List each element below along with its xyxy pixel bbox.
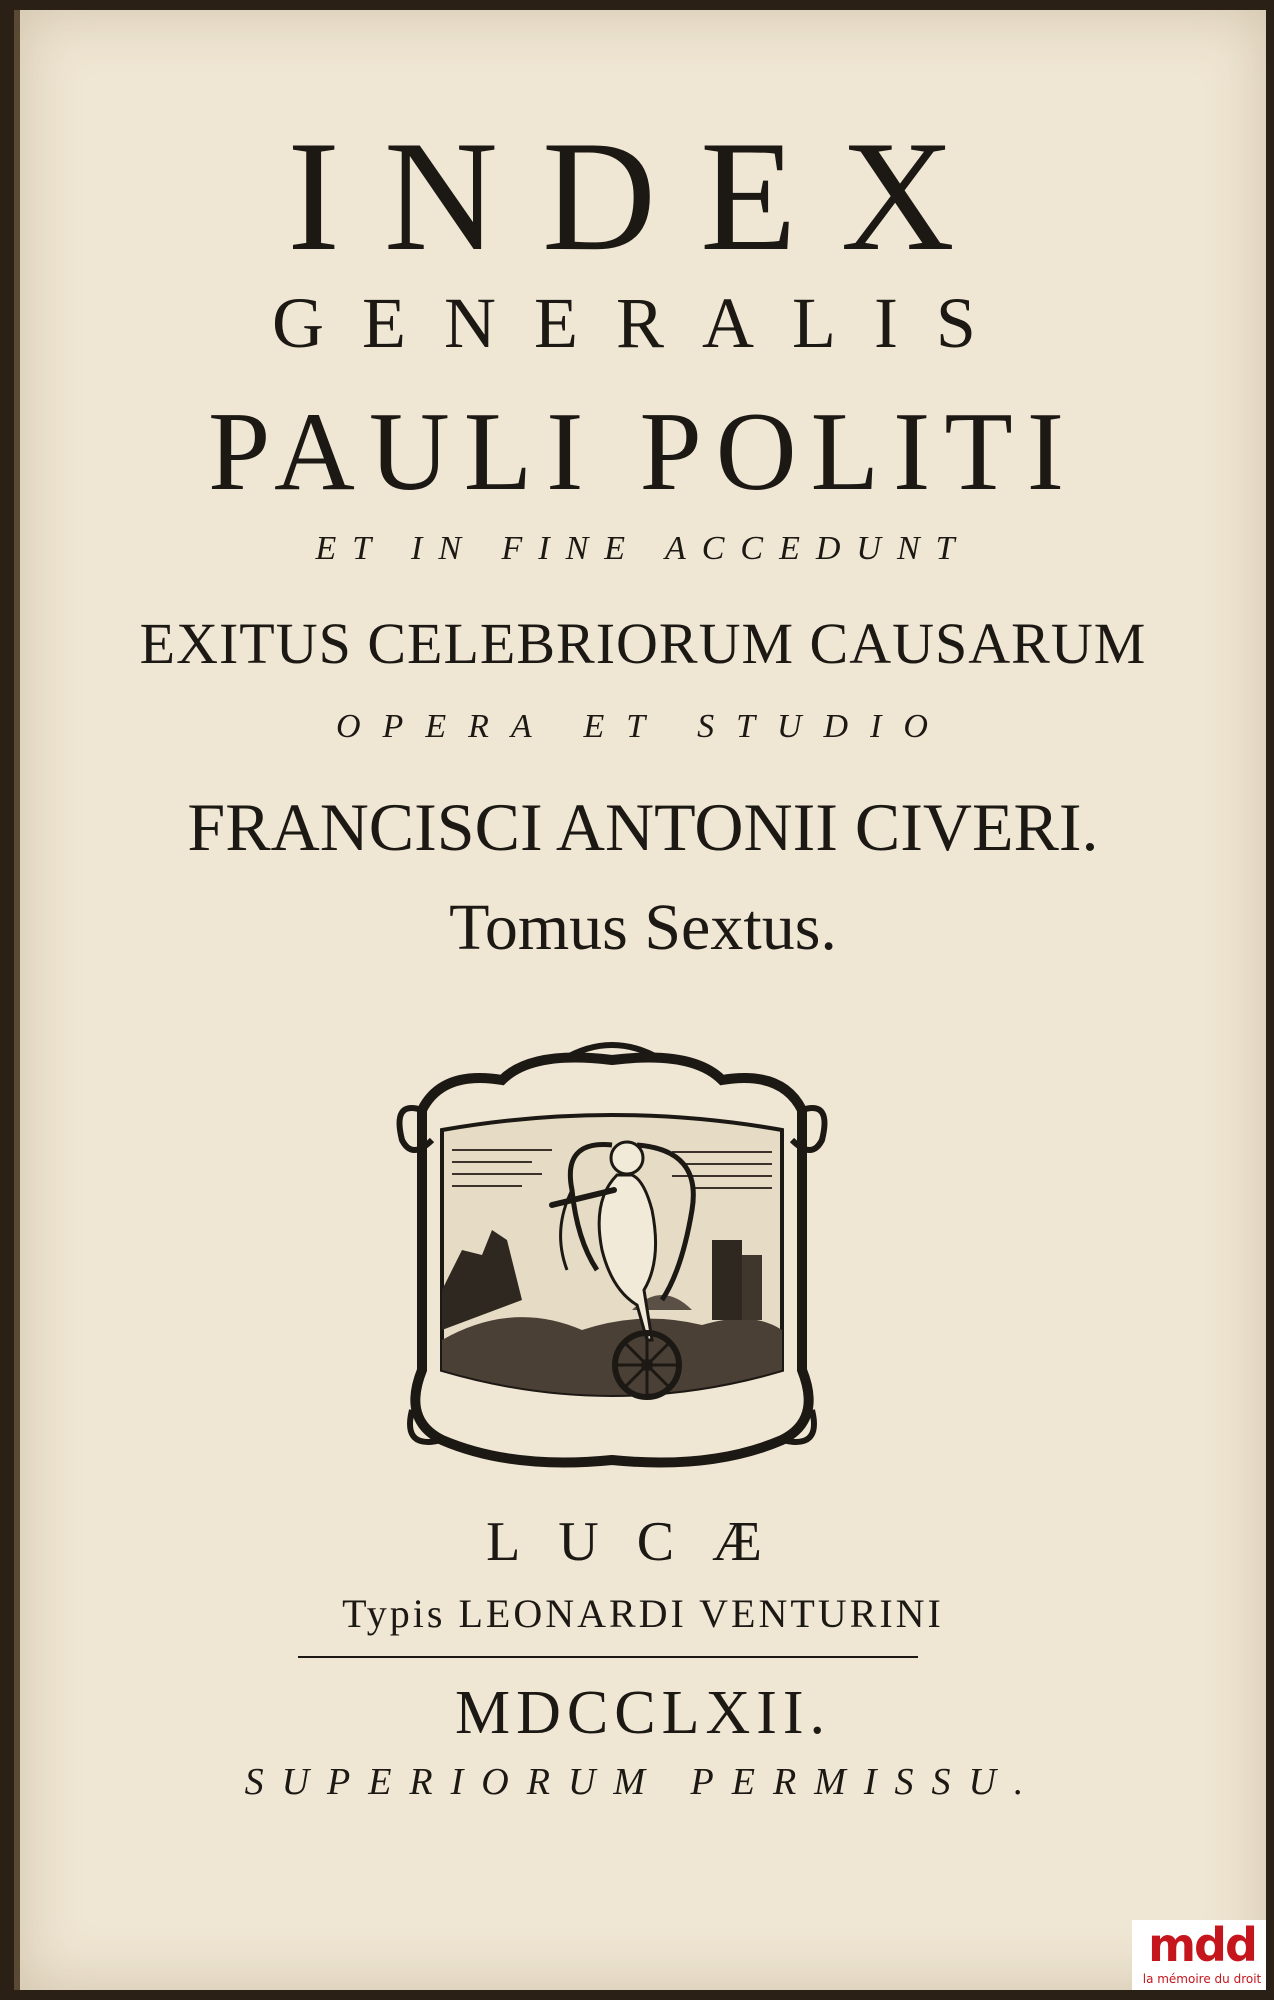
book-page bbox=[14, 10, 1266, 1990]
mdd-logo-mark: mdd bbox=[1148, 1918, 1256, 1972]
subtitle-opera: OPERA ET STUDIO bbox=[336, 708, 950, 745]
subtitle-accedunt: ET IN FINE ACCEDUNT bbox=[315, 530, 971, 567]
mdd-watermark-logo bbox=[1132, 1920, 1266, 1990]
editor-name: FRANCISCI ANTONII CIVERI. bbox=[187, 789, 1099, 865]
imprint-city: LUCÆ bbox=[486, 1511, 800, 1573]
title-generalis: GENERALIS bbox=[272, 283, 1014, 363]
fortune-vignette-image bbox=[382, 1040, 842, 1480]
mdd-logo-tagline: la mémoire du droit bbox=[1142, 1972, 1262, 1986]
title-index: INDEX bbox=[287, 109, 999, 284]
imprint-year: MDCCLXII. bbox=[454, 1679, 832, 1747]
imprint-printer: Typis LEONARDI VENTURINI bbox=[342, 1591, 944, 1636]
imprint-permission: SUPERIORUM PERMISSU. bbox=[244, 1761, 1042, 1803]
title-author: PAULI POLITI bbox=[207, 390, 1079, 514]
subtitle-exitus: EXITUS CELEBRIORUM CAUSARUM bbox=[139, 611, 1147, 676]
imprint-divider bbox=[298, 1656, 918, 1658]
volume-label: Tomus Sextus. bbox=[449, 891, 837, 964]
